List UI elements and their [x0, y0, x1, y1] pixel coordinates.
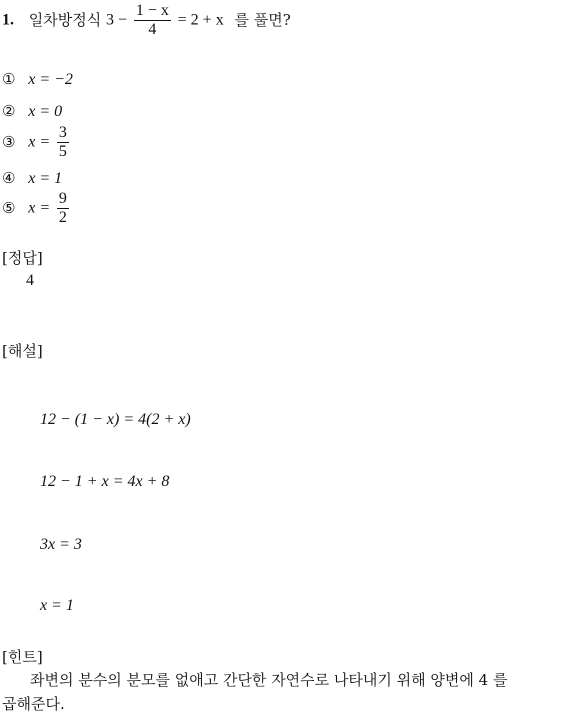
choice-1-mark: ① [2, 70, 16, 88]
question-rhs: = 2 + x [177, 11, 224, 29]
choice-3-numerator: 3 [58, 124, 67, 141]
question [2, 2, 291, 39]
choice-5-denominator: 2 [58, 209, 67, 226]
choice-5-fraction [57, 190, 69, 227]
question-fraction [134, 2, 171, 39]
hint-line-1: 좌변의 분수의 분모를 없애고 간단한 자연수로 나타내기 위해 양변에 4 를 [30, 671, 508, 689]
choice-5-mark: ⑤ [2, 198, 16, 217]
question-prefix: 일차방정식 [28, 10, 102, 29]
choice-2 [2, 102, 62, 121]
choice-5-expr-prefix: x = [28, 199, 51, 217]
choice-1-expr: x = −2 [28, 71, 73, 88]
hint-label: [힌트] [2, 648, 43, 666]
solution-step-2: 12 − 1 + x = 4x + 8 [40, 473, 170, 490]
solution-label: [해설] [2, 342, 43, 360]
question-lhs-const: 3 − [106, 11, 128, 29]
question-suffix: 를 풀면? [234, 10, 291, 29]
choice-3-expr-prefix: x = [28, 133, 51, 151]
answer-label: [정답] [2, 249, 43, 267]
choice-3-fraction [57, 124, 69, 161]
choice-3-denominator: 5 [58, 143, 67, 160]
solution-step-1: 12 − (1 − x) = 4(2 + x) [40, 411, 191, 428]
choice-2-mark: ② [2, 102, 16, 120]
question-fraction-denominator: 4 [148, 21, 157, 38]
choice-4-expr: x = 1 [28, 170, 63, 187]
hint-line-2: 곱해준다. [2, 695, 65, 713]
question-number: 1. [2, 11, 14, 29]
choice-4 [2, 169, 62, 188]
solution-step-4: x = 1 [40, 597, 74, 614]
choice-4-mark: ④ [2, 169, 16, 187]
solution-step-3: 3x = 3 [40, 536, 82, 553]
choice-1 [2, 70, 73, 89]
question-fraction-numerator: 1 − x [135, 2, 169, 19]
choice-3-mark: ③ [2, 132, 16, 151]
answer-value: 4 [26, 272, 34, 289]
choice-2-expr: x = 0 [28, 103, 63, 120]
choice-3 [2, 124, 71, 161]
choice-5-numerator: 9 [58, 190, 67, 207]
choice-5 [2, 190, 71, 227]
